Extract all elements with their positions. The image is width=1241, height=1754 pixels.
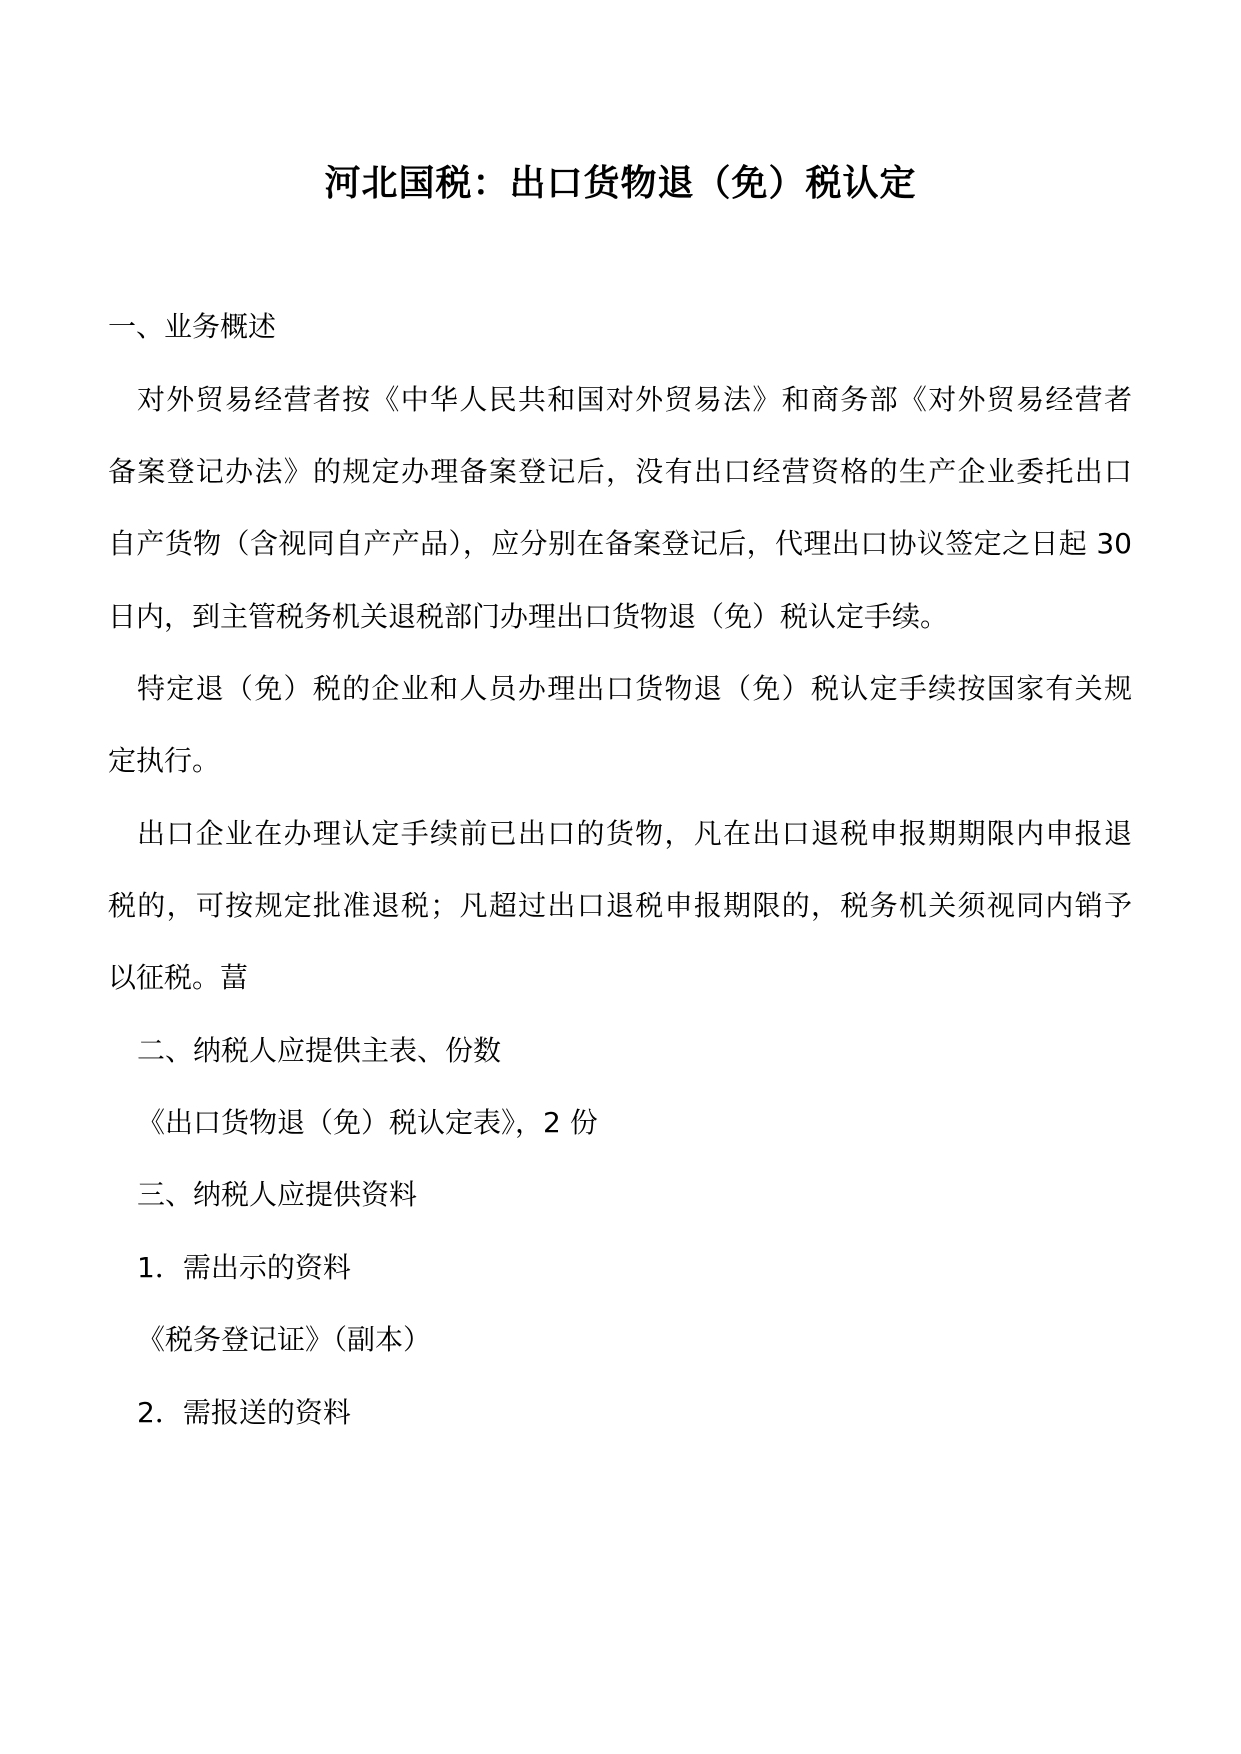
list-item-text: 《税务登记证》（副本） [137, 1323, 432, 1356]
paragraph-text: 税的，可按规定批准退税；凡超过出口退税申报期限的，税务机关须视同内销予 [108, 889, 1132, 922]
paragraph-line [137, 814, 1132, 854]
paragraph-line [137, 669, 1132, 709]
section-heading-text: 一、业务概述 [108, 310, 277, 343]
paragraph-text: 定执行。 [108, 744, 221, 777]
sub-heading [137, 1393, 351, 1433]
list-item [137, 1320, 431, 1360]
section-heading-overview [108, 307, 276, 347]
paragraph-line [108, 958, 248, 998]
document-title: 河北国税：出口货物退（免）税认定 [324, 163, 917, 204]
section-heading-text: 三、纳税人应提供资料 [137, 1178, 418, 1211]
list-item [137, 1103, 598, 1143]
paragraph-line [108, 524, 1132, 564]
paragraph-text: 自产货物（含视同自产产品），应分别在备案登记后，代理出口协议签定之日起 30 [108, 527, 1132, 560]
paragraph-text: 备案登记办法》的规定办理备案登记后，没有出口经营资格的生产企业委托出口 [108, 455, 1132, 488]
paragraph-text: 特定退（免）税的企业和人员办理出口货物退（免）税认定手续按国家有关规 [137, 672, 1132, 705]
paragraph-text: 日内，到主管税务机关退税部门办理出口货物退（免）税认定手续。 [108, 600, 949, 633]
section-heading-forms [137, 1031, 501, 1071]
paragraph-line [108, 886, 1132, 926]
list-item-text: 《出口货物退（免）税认定表》，2 份 [137, 1106, 598, 1139]
paragraph-line [108, 741, 220, 781]
paragraph-text: 以征税。葍 [108, 961, 249, 994]
paragraph-line [137, 380, 1132, 420]
sub-heading [137, 1248, 351, 1288]
section-heading-materials [137, 1175, 417, 1215]
sub-heading-text: 1．需出示的资料 [137, 1251, 351, 1284]
paragraph-line [108, 452, 1132, 492]
paragraph-text: 出口企业在办理认定手续前已出口的货物，凡在出口退税申报期期限内申报退 [137, 817, 1132, 850]
sub-heading-text: 2．需报送的资料 [137, 1396, 351, 1429]
section-heading-text: 二、纳税人应提供主表、份数 [137, 1034, 502, 1067]
paragraph-line [108, 597, 948, 637]
paragraph-text: 对外贸易经营者按《中华人民共和国对外贸易法》和商务部《对外贸易经营者 [137, 383, 1132, 416]
